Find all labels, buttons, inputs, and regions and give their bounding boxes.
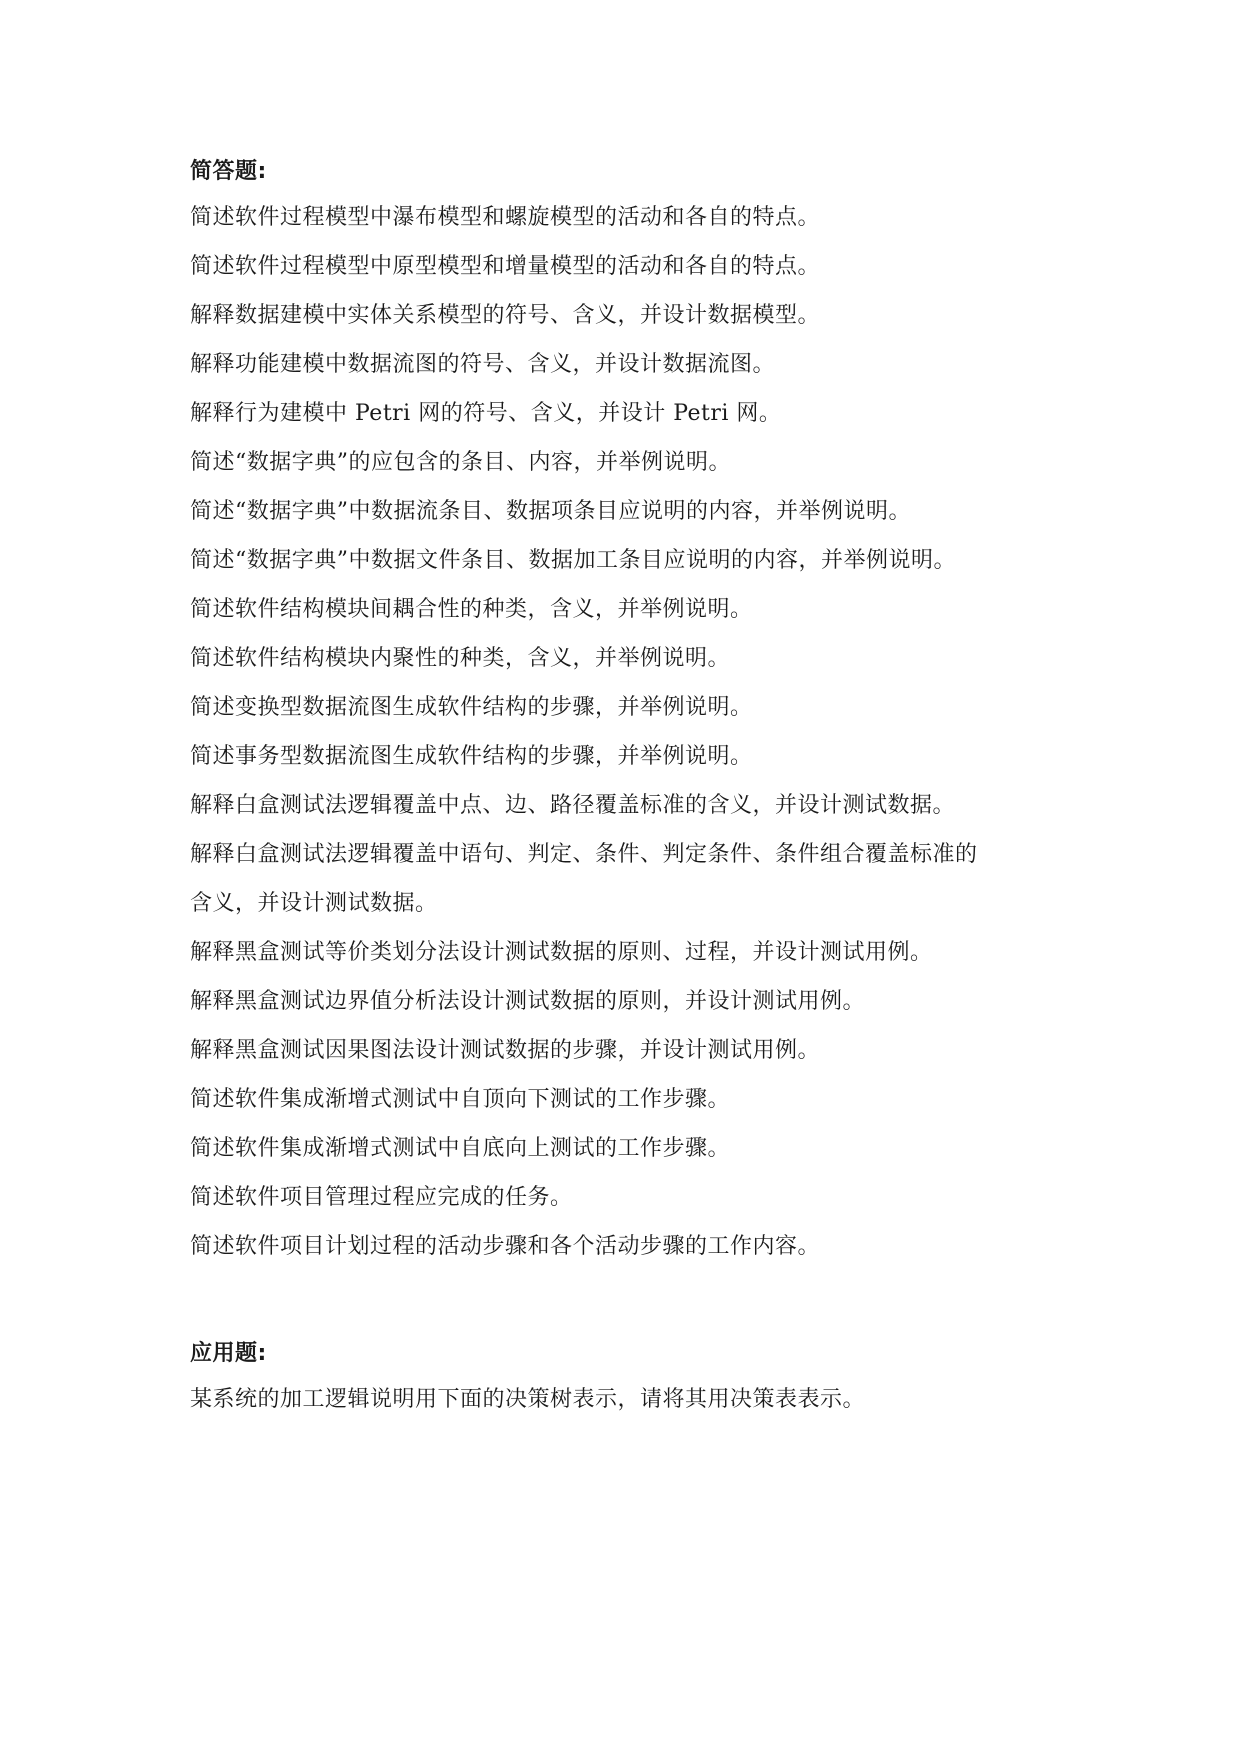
section-spacer [190,1271,1090,1337]
question-item: 简述软件过程模型中原型模型和增量模型的活动和各自的特点。 [190,254,821,279]
question-item: 简述软件过程模型中瀑布模型和螺旋模型的活动和各自的特点。 [190,205,821,230]
question-item: 简述“数据字典”中数据流条目、数据项条目应说明的内容，并举例说明。 [190,499,911,524]
application-heading: 应用题: [190,1341,267,1366]
question-item: 简述“数据字典”中数据文件条目、数据加工条目应说明的内容，并举例说明。 [190,548,956,573]
question-item: 解释黑盒测试等价类划分法设计测试数据的原则、过程，并设计测试用例。 [190,940,933,965]
question-item: 解释黑盒测试因果图法设计测试数据的步骤，并设计测试用例。 [190,1038,821,1063]
question-item-continuation: 含义，并设计测试数据。 [190,891,438,916]
question-item: 解释功能建模中数据流图的符号、含义，并设计数据流图。 [190,352,776,377]
question-item: 简述软件集成渐增式测试中自顶向下测试的工作步骤。 [190,1087,731,1112]
application-list [190,1375,1090,1424]
document-content [190,155,1090,1424]
question-item: 解释行为建模中 Petri 网的符号、含义，并设计 Petri 网。 [190,401,782,426]
question-item: 解释白盒测试法逻辑覆盖中语句、判定、条件、判定条件、条件组合覆盖标准的 [190,842,978,867]
question-item: 简述变换型数据流图生成软件结构的步骤，并举例说明。 [190,695,753,720]
question-item: 简述软件项目计划过程的活动步骤和各个活动步骤的工作内容。 [190,1234,821,1259]
question-item: 简述软件结构模块间耦合性的种类，含义，并举例说明。 [190,597,753,622]
question-item: 解释白盒测试法逻辑覆盖中点、边、路径覆盖标准的含义，并设计测试数据。 [190,793,956,818]
question-item: 解释数据建模中实体关系模型的符号、含义，并设计数据模型。 [190,303,821,328]
question-item: 简述软件项目管理过程应完成的任务。 [190,1185,573,1210]
question-item: 简述“数据字典”的应包含的条目、内容，并举例说明。 [190,450,731,475]
question-item: 简述软件结构模块内聚性的种类，含义，并举例说明。 [190,646,731,671]
question-item: 简述软件集成渐增式测试中自底向上测试的工作步骤。 [190,1136,731,1161]
short-answer-heading: 简答题: [190,159,267,184]
question-item: 某系统的加工逻辑说明用下面的决策树表示，请将其用决策表表示。 [190,1387,866,1412]
short-answer-list [190,193,1090,1271]
question-item: 简述事务型数据流图生成软件结构的步骤，并举例说明。 [190,744,753,769]
question-item: 解释黑盒测试边界值分析法设计测试数据的原则，并设计测试用例。 [190,989,866,1014]
